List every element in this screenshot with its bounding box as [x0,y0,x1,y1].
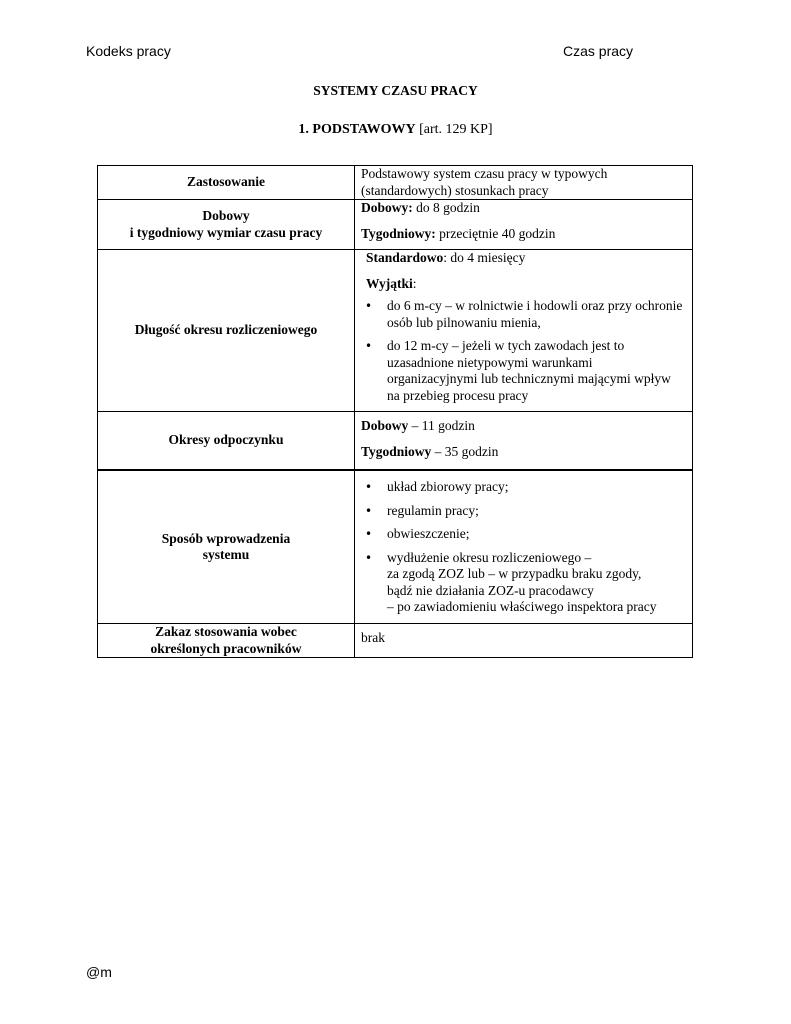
list-item-line: wydłużenie okresu rozliczeniowego – [387,549,592,565]
label-line: określonych pracowników [150,640,302,656]
row-value [355,250,693,412]
label-text: Długość okresu rozliczeniowego [134,322,318,338]
table-row [98,624,693,658]
footer-mark: @m [86,964,112,980]
working-time-table [97,165,693,658]
row-label [98,200,355,250]
list-item: • do 6 m-cy – w rolnictwie i hodowli oraz przy ochronie osób lub pilnowaniu mienia, [361,298,686,331]
value-text: Podstawowy system czasu pracy w typowych (standardowych) stosunkach pracy [361,166,608,198]
value-bold: Tygodniowy: [361,225,436,241]
value-bold: Tygodniowy [361,443,432,459]
header-left: Kodeks pracy [86,43,171,59]
value-text: brak [361,630,385,645]
row-label [98,624,355,658]
value-bold: Dobowy: [361,200,413,215]
row-value [355,412,693,471]
value-text: do 8 godzin [412,200,480,215]
row-value [355,470,693,624]
list-item: • obwieszczenie; [361,526,686,543]
list-item [361,550,686,616]
row-value [355,200,693,250]
value-text: : [412,275,417,291]
list-item-line: bądź nie działania ZOZ-u pracodawcy [387,582,594,598]
row-label [98,166,355,200]
subtitle-bold: 1. PODSTAWOWY [298,122,416,137]
label-line: systemu [202,547,250,562]
table-row [98,200,693,250]
label-line: i tygodniowy wymiar czasu pracy [129,224,323,240]
exceptions-list [361,298,686,404]
page-title: SYSTEMY CZASU PRACY [313,83,478,98]
table-row [98,166,693,200]
label-text: Zastosowanie [186,174,265,190]
row-value [355,166,693,200]
row-label [98,470,355,624]
methods-list [361,479,686,616]
value-bold: Wyjątki [366,275,413,291]
list-item: • układ zbiorowy pracy; [361,479,686,496]
list-item: • do 12 m-cy – jeżeli w tych zawodach jest to uzasadnione nietypowymi warunkami organizacyjnymi lub technicznymi mającymi wpływ na przebieg procesu pracy [361,338,686,404]
table-row [98,250,693,412]
label-line: Dobowy [202,208,250,223]
label-text: Okresy odpoczynku [168,432,284,448]
value-text: przeciętnie 40 godzin [435,225,556,241]
value-text: – 11 godzin [408,418,475,433]
label-line: Zakaz stosowania wobec [155,624,297,639]
value-text: – 35 godzin [431,443,499,459]
value-bold: Standardowo [366,250,444,265]
list-item-line: – po zawiadomieniu właściwego inspektora pracy [387,599,657,614]
table-row [98,412,693,471]
header-right: Czas pracy [563,43,634,59]
list-item: • regulamin pracy; [361,503,686,520]
value-bold: Dobowy [361,418,409,433]
row-value [355,624,693,658]
label-line: Sposób wprowadzenia [161,530,291,546]
table-row [98,470,693,624]
row-label [98,412,355,471]
subtitle-rest: [art. 129 KP] [415,122,493,137]
list-item-line: za zgodą ZOZ lub – w przypadku braku zgody, [387,566,642,581]
section-subtitle [0,122,791,138]
value-text: : do 4 miesięcy [443,250,526,265]
row-label [98,250,355,412]
